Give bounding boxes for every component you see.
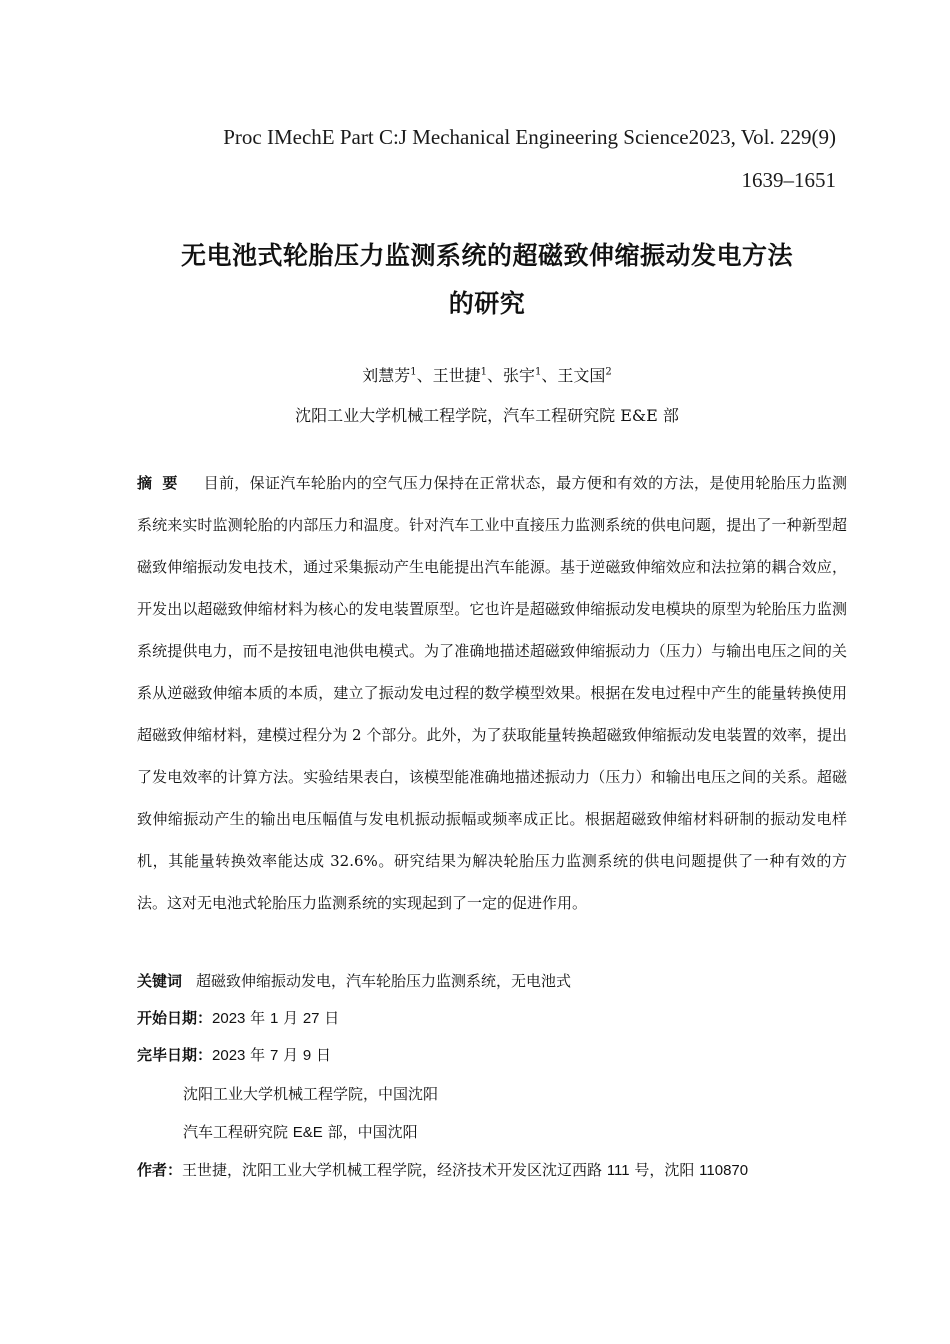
affiliation-2-suffix: 部，中国沈阳 (322, 1123, 418, 1141)
author-name: 张宇 (503, 366, 536, 385)
correspondence-prefix: 王世捷，沈阳工业大学机械工程学院，经济技术开发区沈辽西路 (182, 1161, 607, 1179)
author-affil-mark: 1 (535, 366, 542, 378)
start-day: 27 (302, 1010, 320, 1027)
start-date-label: 开始日期 (137, 1009, 198, 1027)
end-date-label: 完毕日期 (137, 1046, 198, 1064)
paper-title (120, 232, 854, 328)
end-month: 7 (269, 1047, 279, 1064)
abstract-text: 目前，保证汽车轮胎内的空气压力保持在正常状态，最方便和有效的方法，是使用轮胎压力监测系统来实时监测轮胎的内部压力和温度。针对汽车工业中直接压力监测系统的供电问题，提出了一种新型超磁致伸缩振动发电技术，通过采集振动产生电能提出汽车能源。基于逆磁致伸缩效应和法拉第的耦合效应，开发出以超磁致伸缩材料为核心的发电装置原型。它也许是超磁致伸缩振动发电模块的原型为轮胎压力监测系统提供电力，而不是按钮电池供电模式。为了准确地描述超磁致伸缩振动力（压力）与输出电压之间的关系从逆磁致伸缩本质的本质，建立了振动发电过程的数学模型效果。根据在发电过程中产生的能量转换使用超磁致伸缩材料，建模过程分为 2 个部分。此外，为了获取能量转换超磁致伸缩振动发电装置的效率，提出了发电效率的计算方法。实验结果表白，该模型能准确地描述振动力（压力）和输出电压之间的关系。超磁致伸缩振动产生的输出电压幅值与发电机振动振幅或频率成正比。根据超磁致伸缩材料研制的振动发电样机，其能量转换效率能达成 32.6%。研究结果为解决轮胎压力监测系统的供电问题提供了一种有效的方法。这对无电池式轮胎压力监测系统的实现起到了一定的促进作用。 (137, 474, 847, 912)
correspondence-number: 111 (606, 1162, 630, 1179)
start-month: 1 (269, 1010, 279, 1027)
correspondence-mid: 号，沈阳 (629, 1161, 700, 1179)
author-separator: 、 (541, 366, 558, 385)
author-separator: 、 (416, 366, 433, 385)
end-day: 9 (302, 1047, 312, 1064)
abstract (137, 462, 847, 924)
journal-citation-line1: Proc IMechE Part C:J Mechanical Engineering Science2023, Vol. 229(9) (223, 125, 836, 149)
author-name: 王文国 (557, 366, 606, 385)
author-name: 王世捷 (432, 366, 481, 385)
correspondence-postcode: 110870 (699, 1162, 749, 1179)
affiliation-1: 沈阳工业大学机械工程学院，中国沈阳 (183, 1085, 439, 1103)
journal-pages: 1639–1651 (741, 168, 836, 192)
author-list (120, 364, 854, 388)
start-date: 开始日期：2023 年 1 月 27 日 (137, 1009, 340, 1027)
start-year: 2023 (212, 1010, 246, 1027)
author-name: 刘慧芳 (362, 366, 411, 385)
author-affil-mark: 1 (480, 366, 487, 378)
end-year: 2023 (212, 1047, 246, 1064)
author-affil-mark: 2 (605, 366, 612, 378)
correspondence-label: 作者 (137, 1161, 168, 1179)
paper-title-line2: 的研究 (448, 289, 526, 318)
affiliation-2-code: E&E (292, 1124, 323, 1141)
author-affil-mark: 1 (410, 366, 417, 378)
author-separator: 、 (486, 366, 503, 385)
correspondence: 作者：王世捷，沈阳工业大学机械工程学院，经济技术开发区沈辽西路 111 号，沈阳 110870 (137, 1161, 749, 1179)
keywords-text: 超磁致伸缩振动发电，汽车轮胎压力监测系统，无电池式 (196, 972, 572, 990)
abstract-label: 摘要 (137, 474, 188, 492)
paper-title-line1: 无电池式轮胎压力监测系统的超磁致伸缩振动发电方法 (180, 241, 793, 270)
end-date: 完毕日期：2023 年 7 月 9 日 (137, 1046, 331, 1064)
affiliation-line: 沈阳工业大学机械工程学院，汽车工程研究院 E&E 部 (295, 406, 679, 425)
keywords (137, 968, 847, 994)
affiliation-2-prefix: 汽车工程研究院 (183, 1123, 293, 1141)
keywords-label: 关键词 (137, 972, 183, 990)
affiliation-2 (183, 1120, 843, 1145)
